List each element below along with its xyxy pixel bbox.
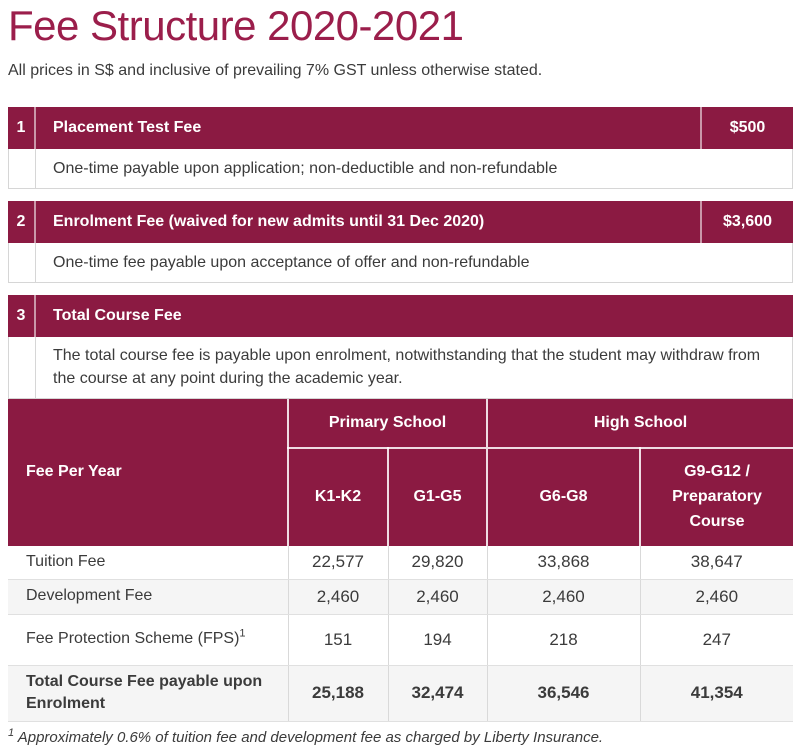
cell-value: 29,820 [388,546,487,580]
table-row-total-course-fee [8,665,793,721]
column-header-k1-k2: K1-K2 [288,448,388,546]
footnote-text: Approximately 0.6% of tuition fee and development fee as charged by Liberty Insurance. [14,728,604,746]
cell-value: 2,460 [288,579,388,614]
section-enrolment-fee [8,201,793,283]
column-header-fee-per-year: Fee Per Year [8,399,288,546]
section-description: The total course fee is payable upon enrolment, notwithstanding that the student may withdraw from the course at any point during the academic year. [53,347,761,388]
cell-value: 38,647 [640,546,793,580]
group-header-high-school: High School [487,399,793,448]
section-title: Enrolment Fee (waived for new admits until 31 Dec 2020) [53,213,485,231]
section-total-course-fee [8,295,793,398]
cell-value: 247 [640,614,793,665]
table-row-tuition-fee [8,546,793,580]
section-number-spacer [9,243,36,282]
cell-value: 32,474 [388,665,487,721]
fee-per-year-table [8,399,793,722]
row-label: Tuition Fee [8,546,288,580]
section-description: One-time fee payable upon acceptance of offer and non-refundable [53,254,530,272]
column-header-g9-g12-preparatory: G9-G12 / Preparatory Course [640,448,793,546]
cell-value: 25,188 [288,665,388,721]
section-title: Placement Test Fee [53,119,202,137]
row-label: Total Course Fee payable upon Enrolment [8,665,288,721]
table-row-development-fee [8,579,793,614]
section-price: $500 [700,107,793,149]
row-label: Development Fee [8,579,288,614]
section-number: 3 [8,295,36,337]
section-number: 1 [8,107,36,149]
cell-value: 151 [288,614,388,665]
group-header-primary-school: Primary School [288,399,487,448]
row-label-text: Fee Protection Scheme (FPS) [26,630,240,648]
page-subtitle: All prices in S$ and inclusive of prevailing 7% GST unless otherwise stated. [8,62,543,80]
section-number-spacer [9,149,36,188]
section-description-row [8,337,793,398]
footnote [8,727,793,746]
column-header-g1-g5: G1-G5 [388,448,487,546]
cell-value: 218 [487,614,640,665]
cell-value: 41,354 [640,665,793,721]
section-placement-test-fee [8,107,793,189]
cell-value: 36,546 [487,665,640,721]
column-header-g6-g8: G6-G8 [487,448,640,546]
cell-value: 194 [388,614,487,665]
page-title: Fee Structure 2020-2021 [8,2,464,49]
section-description-row [8,243,793,283]
cell-value: 22,577 [288,546,388,580]
section-header [8,107,793,149]
section-description-row [8,149,793,189]
section-number-spacer [9,337,36,397]
footnote-sup: 1 [8,726,15,739]
row-label [8,614,288,665]
footnote-marker: 1 [239,628,246,641]
cell-value: 2,460 [640,579,793,614]
cell-value: 2,460 [487,579,640,614]
section-description: One-time payable upon application; non-deductible and non-refundable [53,160,558,178]
section-title: Total Course Fee [53,307,182,325]
section-number: 2 [8,201,36,243]
table-group-header-row [8,399,793,448]
section-price: $3,600 [700,201,793,243]
cell-value: 2,460 [388,579,487,614]
section-header [8,201,793,243]
cell-value: 33,868 [487,546,640,580]
section-header [8,295,793,337]
table-row-fee-protection-scheme [8,614,793,665]
